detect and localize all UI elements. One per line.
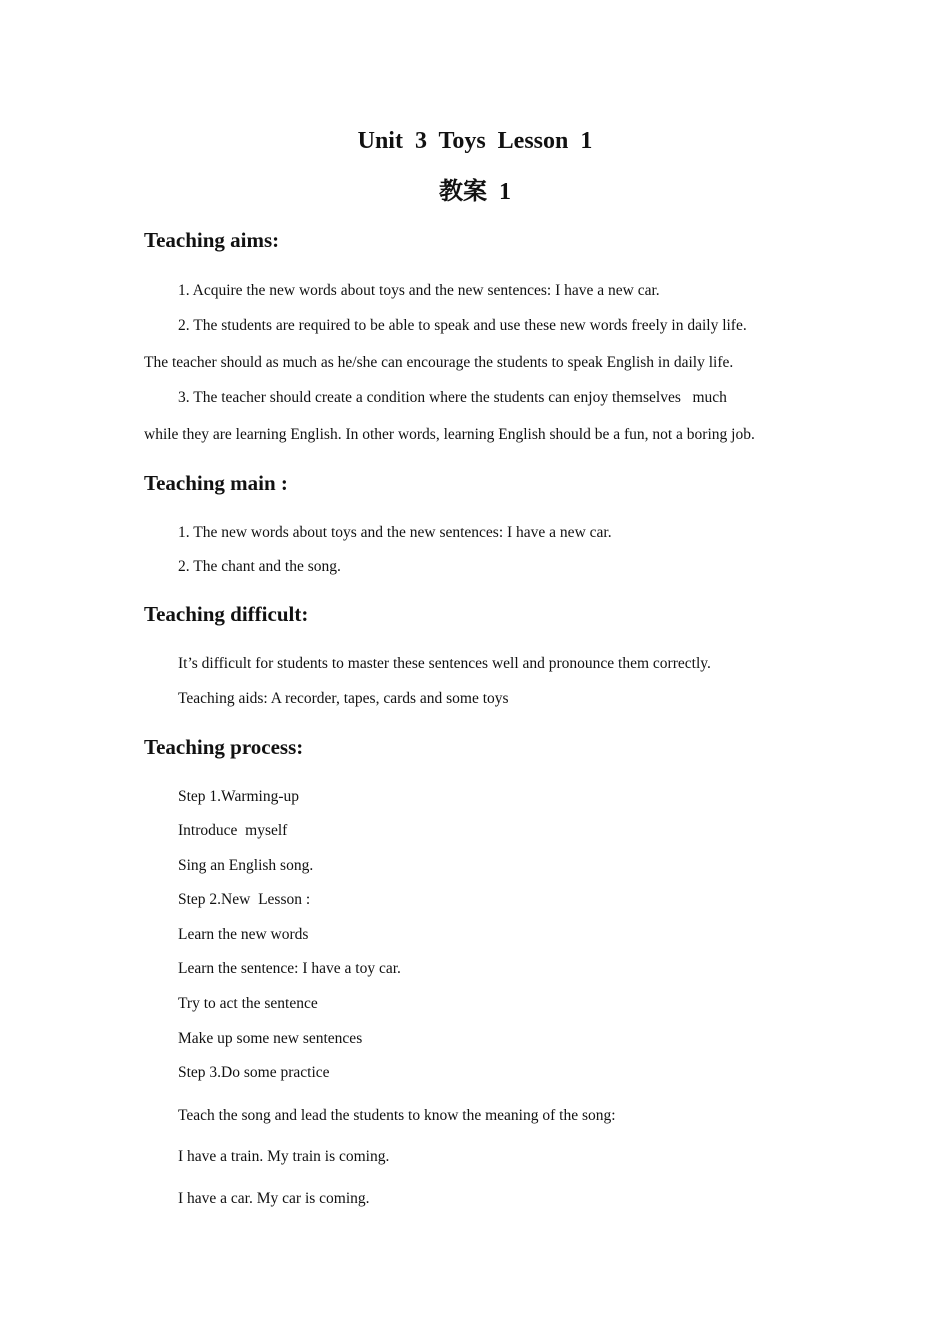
aims-item-3: 3. The teacher should create a condition where the students can enjoy themselves much xyxy=(178,389,727,406)
aims-item-3-continued: while they are learning English. In other words, learning English should be a fun, not a boring job. xyxy=(144,426,755,443)
difficult-item-1: It’s difficult for students to master these sentences well and pronounce them correctly. xyxy=(178,655,711,672)
process-step-2: Step 2.New Lesson : xyxy=(178,891,311,908)
song-line-2: I have a car. My car is coming. xyxy=(178,1190,370,1207)
process-item: Try to act the sentence xyxy=(178,995,318,1012)
process-heading: Teaching process: xyxy=(144,735,304,759)
aims-item-1: 1. Acquire the new words about toys and the new sentences: I have a new car. xyxy=(178,282,660,299)
process-item: Make up some new sentences xyxy=(178,1030,363,1047)
main-item-1: 1. The new words about toys and the new sentences: I have a new car. xyxy=(178,524,612,541)
aims-item-2: 2. The students are required to be able to speak and use these new words freely in daily life. xyxy=(178,317,747,334)
process-step-1: Step 1.Warming-up xyxy=(178,788,300,805)
main-heading: Teaching main : xyxy=(144,471,288,495)
aims-item-2-continued: The teacher should as much as he/she can encourage the students to speak English in daily life. xyxy=(144,354,734,371)
process-item: Introduce myself xyxy=(178,822,288,839)
song-line-1: I have a train. My train is coming. xyxy=(178,1148,390,1165)
teaching-aids: Teaching aids: A recorder, tapes, cards and some toys xyxy=(178,690,509,707)
process-item: Teach the song and lead the students to know the meaning of the song: xyxy=(178,1107,616,1124)
main-item-2: 2. The chant and the song. xyxy=(178,558,341,575)
process-step-3: Step 3.Do some practice xyxy=(178,1064,330,1081)
document-subtitle: 教案 1 xyxy=(439,179,511,205)
aims-heading: Teaching aims: xyxy=(144,228,280,252)
process-item: Sing an English song. xyxy=(178,857,314,874)
document-title: Unit 3 Toys Lesson 1 xyxy=(357,128,593,154)
process-item: Learn the new words xyxy=(178,926,309,943)
process-item: Learn the sentence: I have a toy car. xyxy=(178,960,401,977)
difficult-heading: Teaching difficult: xyxy=(144,602,309,626)
